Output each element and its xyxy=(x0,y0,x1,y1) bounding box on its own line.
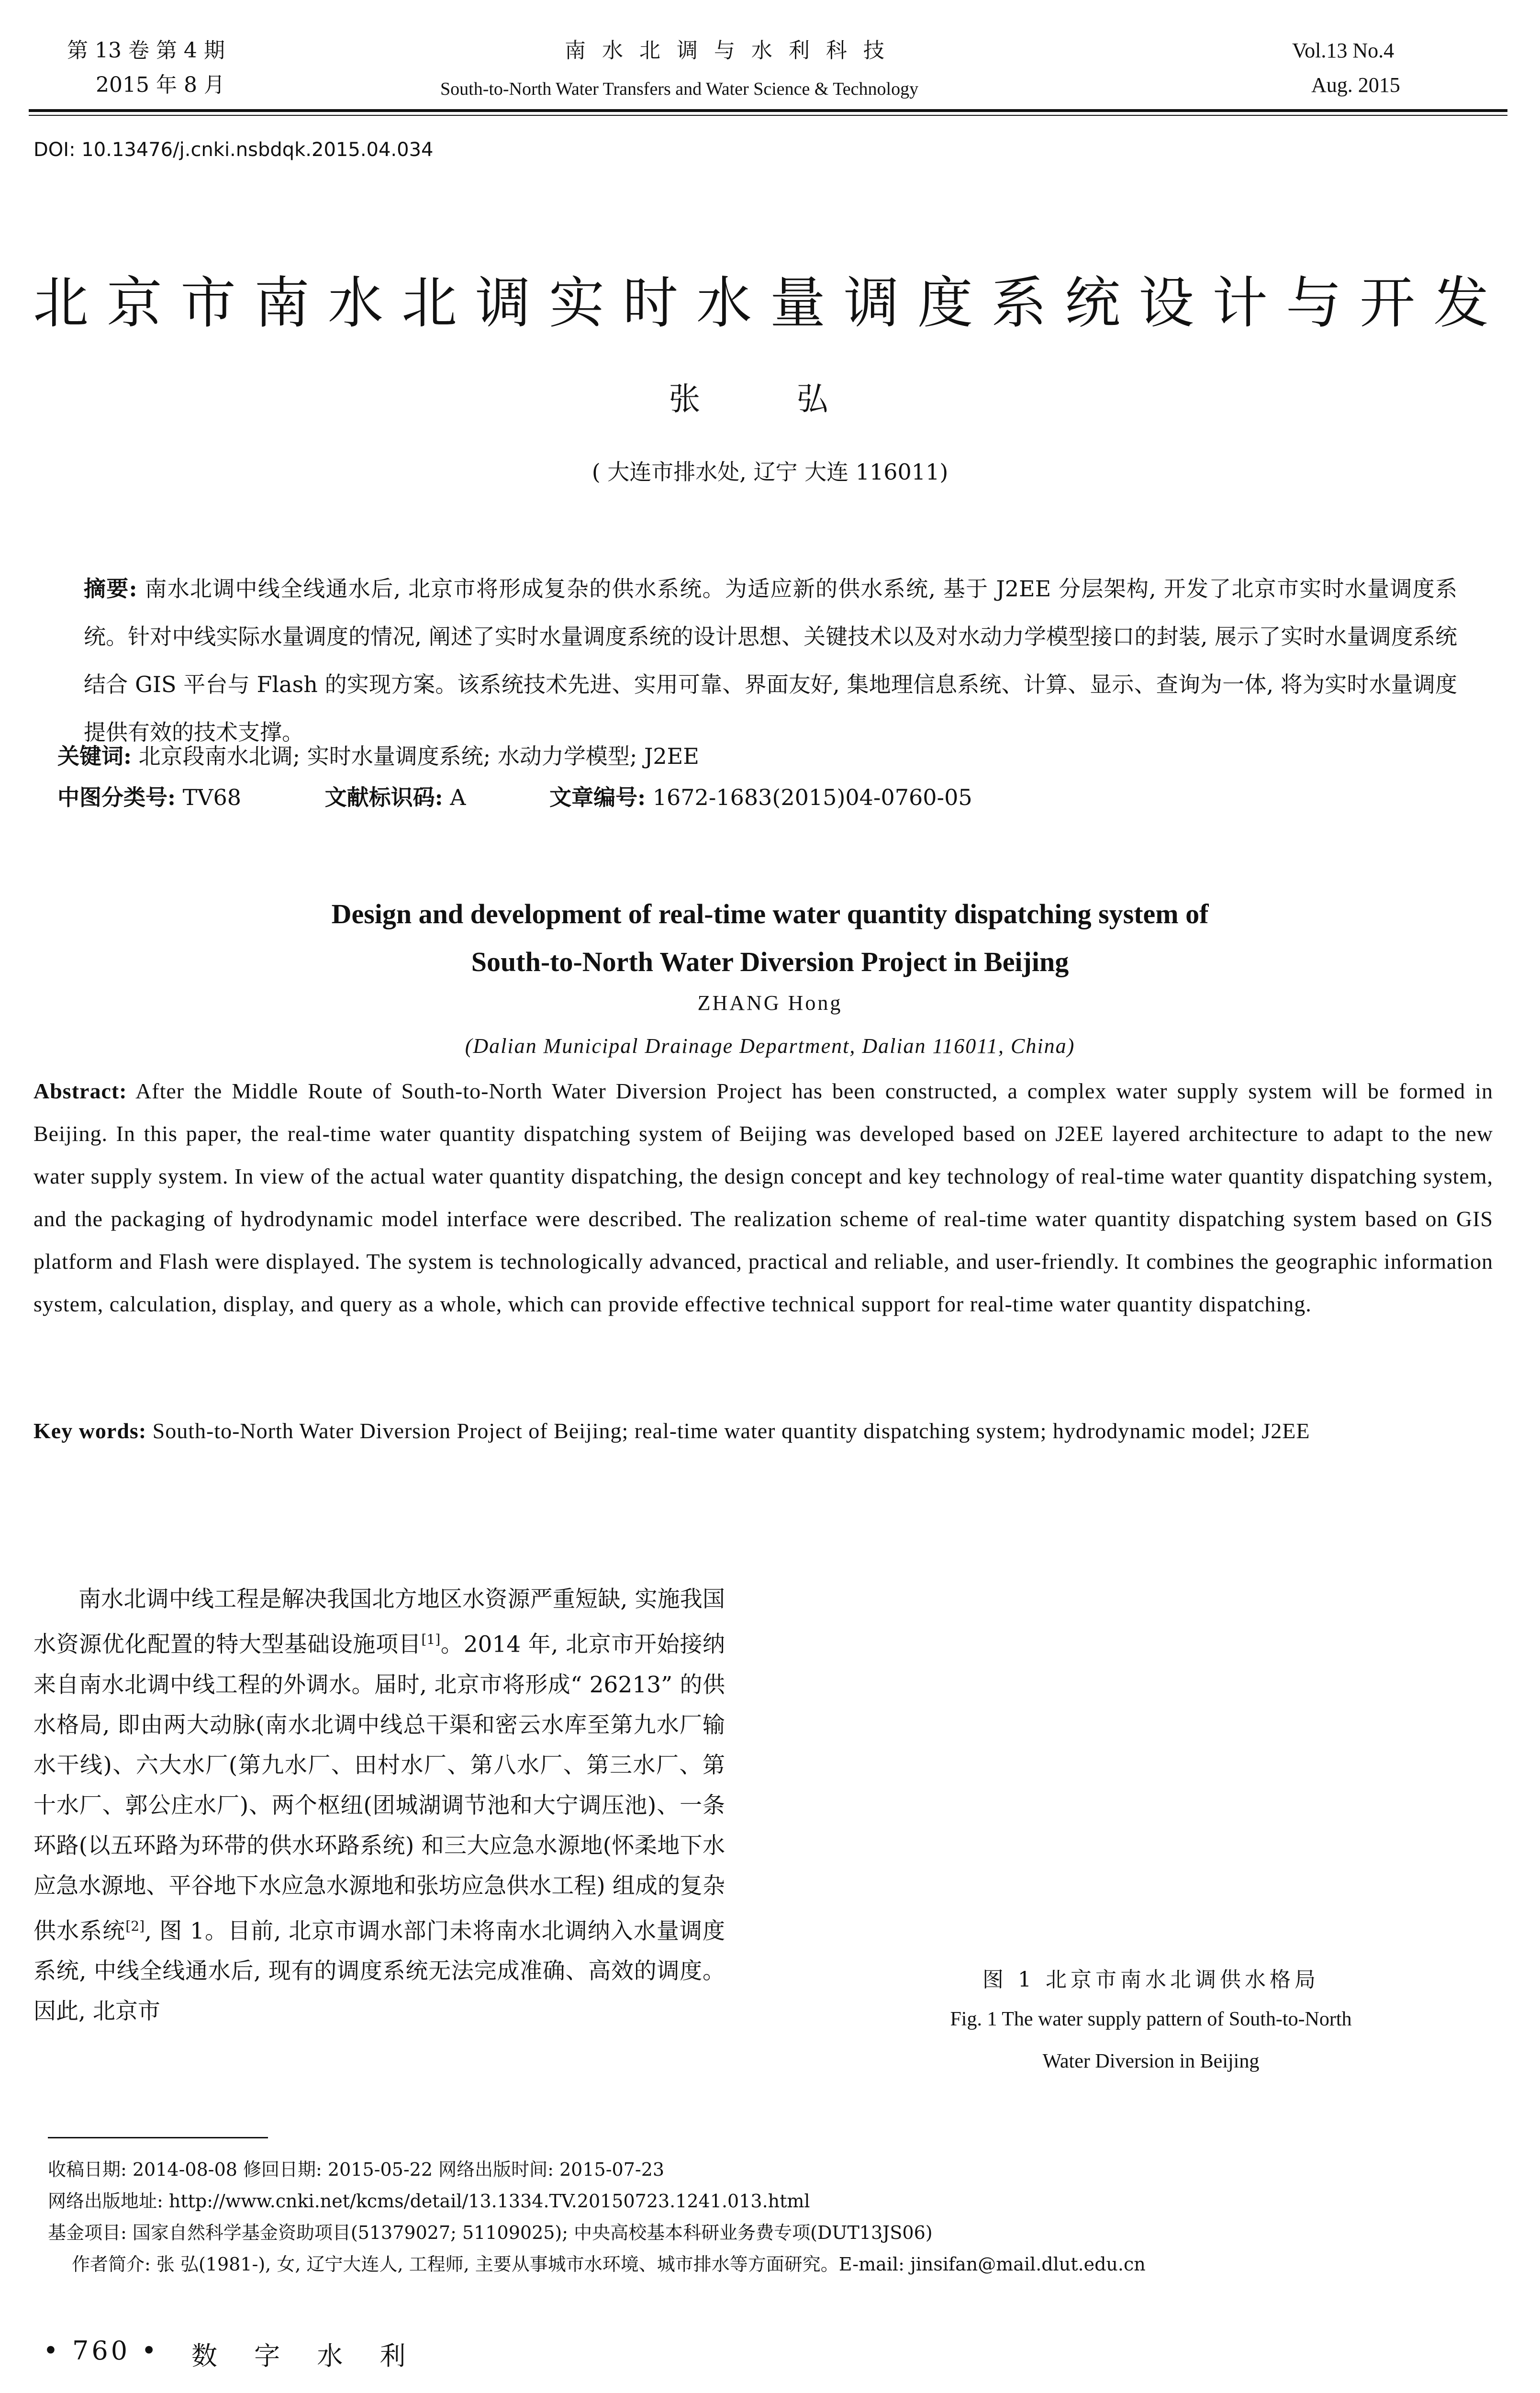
author-cn: 张 弘 xyxy=(669,380,871,417)
doi: DOI: 10.13476/j.cnki.nsbdqk.2015.04.034 xyxy=(33,139,434,161)
abstract-cn xyxy=(84,565,1457,756)
keywords-en-text: South-to-North Water Diversion Project of Beijing; real-time water quantity dispatching system; hydrodynamic model; J2EE xyxy=(152,1419,1310,1443)
keywords-en xyxy=(33,1409,1493,1452)
classification-cn xyxy=(57,773,1445,821)
abstract-en xyxy=(33,1070,1493,1325)
abstract-en-text: After the Middle Route of South-to-North Water Diversion Project has been constructed, a complex water supply system will be formed in Beijing. In this paper, the real-time water quantity dispatching system of Beijing was developed based on J2EE layered architecture to adapt to the new water supply system. In view of the actual water quantity dispatching, the design concept and key technology of real-time water quantity dispatching system, and the packaging of hydrodynamic model interface were described. The realization scheme of real-time water quantity dispatching system based on GIS platform and Flash were displayed. The system is technologically advanced, practical and reliable, and user-friendly. It combines the geographic information system, calculation, display, and query as a whole, which can provide effective technical support for real-time water quantity dispatching. xyxy=(33,1079,1493,1316)
title-en-line2: South-to-North Water Diversion Project in Beijing xyxy=(471,946,1069,977)
header-journal-en: South-to-North Water Transfers and Water Science & Technology xyxy=(440,79,919,99)
body-p1-part-a: 南水北调中线工程是解决我国北方地区水资源严重短缺, 实施我国水资源优化配置的特大型基础设施项目 xyxy=(33,1586,725,1658)
doc-code-value: A xyxy=(450,784,466,810)
footnote-fund: 基金项目: 国家自然科学基金资助项目(51379027; 51109025); 中央高校基本科研业务费专项(DUT13JS06) xyxy=(48,2222,933,2243)
keywords-cn xyxy=(57,732,1445,780)
page-number: • 760 • xyxy=(43,2336,160,2366)
citation-ref-1[interactable]: [1] xyxy=(421,1632,441,1647)
figure-1-caption-en-line2: Water Diversion in Beijing xyxy=(1042,2050,1260,2072)
abstract-cn-label: 摘要: xyxy=(84,576,137,602)
journal-section: 数 字 水 利 xyxy=(191,2341,420,2371)
body-p1-part-b: 。2014 年, 北京市开始接纳来自南水北调中线工程的外调水。届时, 北京市将形成“ 26213” 的供水格局, 即由两大动脉(南水北调中线总干渠和密云水库至第九水厂输水干线)、六大水厂(第九水厂、田村水厂、第八水厂、第三水厂、第十水厂、郭公庄水厂)、两个枢纽(团城湖调节池和大宁调压池)、一条环路(以五环路为环带的供水环路系统) 和三大应急水源地(怀柔地下水应急水源地、平谷地下水应急水源地和张坊应急供水工程) 组成的复杂供水系统 xyxy=(33,1631,725,1945)
header-date: 2015 年 8 月 xyxy=(96,73,225,97)
footnote-author: 作者简介: 张 弘(1981-), 女, 辽宁大连人, 工程师, 主要从事城市水环境、城市排水等方面研究。E-mail: jinsifan@mail.dlut.edu.cn xyxy=(72,2254,1146,2275)
article-no-value: 1672-1683(2015)04-0760-05 xyxy=(652,784,972,810)
author-en: ZHANG Hong xyxy=(697,991,843,1015)
body-paragraph-1 xyxy=(33,1579,725,2032)
header-volume: Vol.13 No.4 xyxy=(1292,39,1395,62)
header-issue: 第 13 卷 第 4 期 xyxy=(67,38,225,63)
body-p1-part-c: , 图 1。目前, 北京市调水部门未将南水北调纳入水量调度系统, 中线全线通水后, 现有的调度系统无法完成准确、高效的调度。因此, 北京市 xyxy=(33,1918,725,2025)
affiliation-en: (Dalian Municipal Drainage Department, Dalian 116011, China) xyxy=(465,1034,1075,1058)
header-rule-bottom xyxy=(29,115,1507,116)
figure-1-caption-cn: 图 1 北京市南水北调供水格局 xyxy=(982,1968,1319,1992)
footnote-received: 收稿日期: 2014-08-08 修回日期: 2015-05-22 网络出版时间: 2015-07-23 xyxy=(48,2159,665,2180)
keywords-cn-label: 关键词: xyxy=(57,743,132,769)
header-rule-top xyxy=(29,109,1507,112)
keywords-cn-text: 北京段南水北调; 实时水量调度系统; 水动力学模型; J2EE xyxy=(138,743,699,769)
title-cn: 北京市南水北调实时水量调度系统设计与开发 xyxy=(33,271,1507,335)
article-no-label: 文章编号: xyxy=(549,784,646,810)
abstract-en-label: Abstract: xyxy=(33,1079,127,1103)
clc-value: TV68 xyxy=(182,784,242,810)
keywords-en-label: Key words: xyxy=(33,1419,147,1443)
figure-1-area xyxy=(809,1579,1493,1943)
clc-label: 中图分类号: xyxy=(57,784,176,810)
footnote-rule xyxy=(48,2137,268,2138)
citation-ref-2[interactable]: [2] xyxy=(125,1918,145,1934)
title-en-line1: Design and development of real-time water quantity dispatching system of xyxy=(331,898,1209,929)
header-month: Aug. 2015 xyxy=(1311,73,1400,97)
figure-1-caption-en-line1: Fig. 1 The water supply pattern of South-to-North xyxy=(950,2008,1352,2030)
footnote-online: 网络出版地址: http://www.cnki.net/kcms/detail/13.1334.TV.20150723.1241.013.html xyxy=(48,2191,810,2212)
doc-code-label: 文献标识码: xyxy=(324,784,443,810)
abstract-cn-text: 南水北调中线全线通水后, 北京市将形成复杂的供水系统。为适应新的供水系统, 基于 J2EE 分层架构, 开发了北京市实时水量调度系统。针对中线实际水量调度的情况, 阐述了实时水量调度系统的设计思想、关键技术以及对水动力学模型接口的封装, 展示了实时水量调度系统结合 GIS 平台与 Flash 的实现方案。该系统技术先进、实用可靠、界面友好, 集地理信息系统、计算、显示、查询为一体, 将为实时水量调度提供有效的技术支撑。 xyxy=(84,576,1458,745)
header-journal-cn: 南 水 北 调 与 水 利 科 技 xyxy=(565,38,889,63)
affiliation-cn: ( 大连市排水处, 辽宁 大连 116011) xyxy=(591,459,949,485)
